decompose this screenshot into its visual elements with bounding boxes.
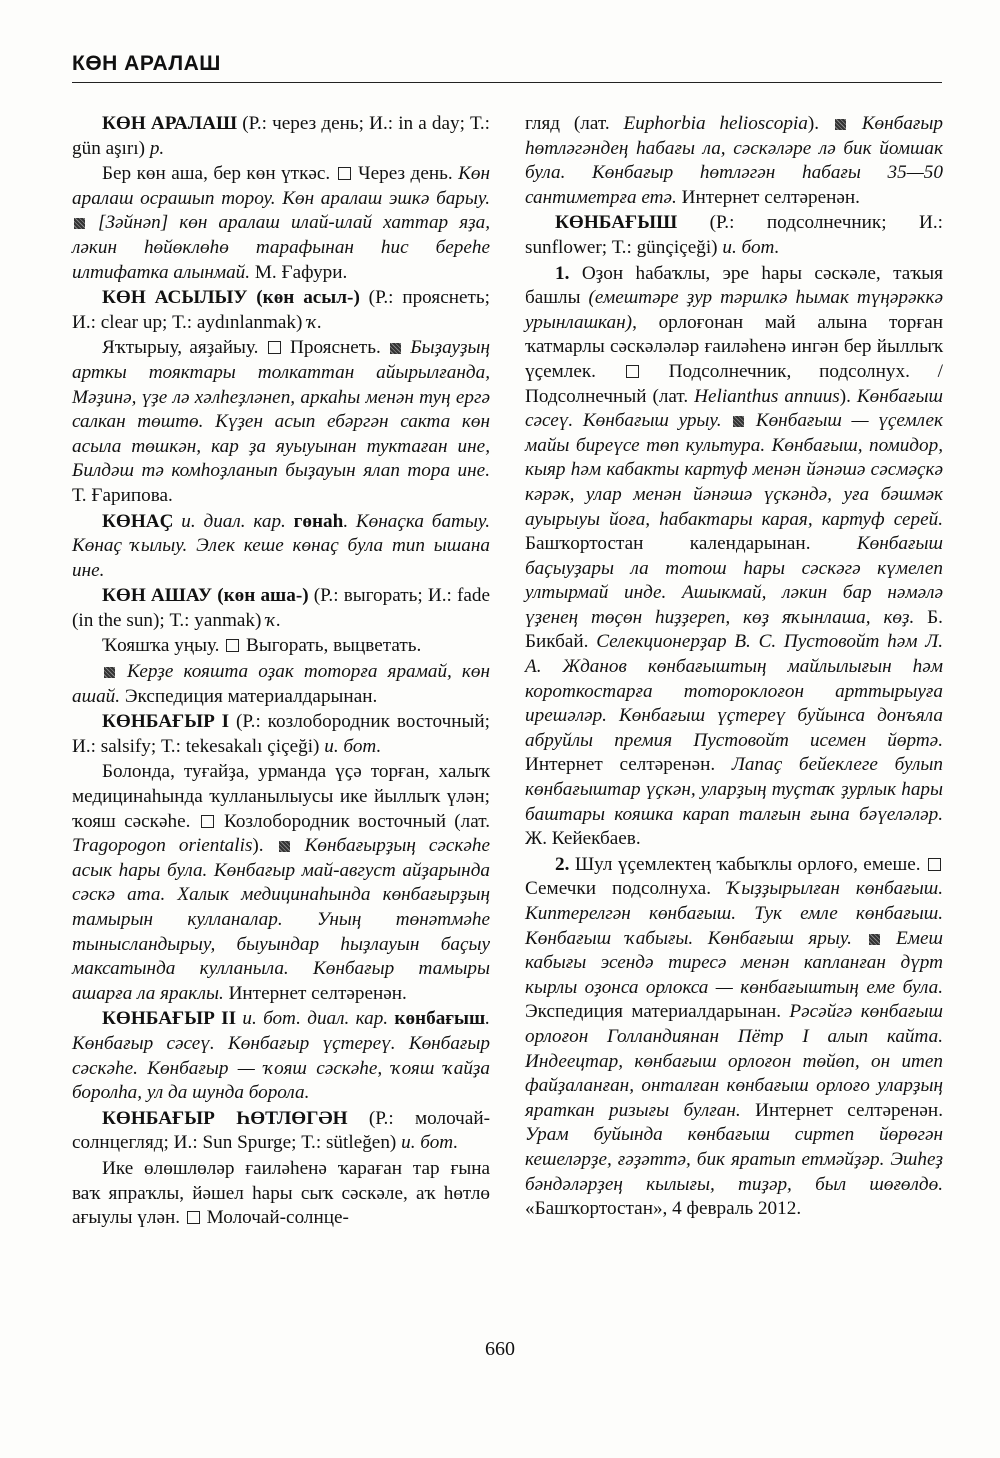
citation: Урам буйында көнбағыш сиртеп йөрөгән кешеләрҙе, ғәҙәттә, бик яратып етмәйҙәр. Эшһеҙ бәндәләрҙең кылығы, тиҙәр, был шөғөлдө.	[525, 1124, 943, 1195]
entry-konbagyr-2	[72, 1007, 490, 1105]
headword: КӨН АСЫЛЫУ (көн асыл-)	[102, 287, 360, 309]
headword: КӨН АРАЛАШ	[102, 113, 238, 134]
source: Интернет селтәренән.	[525, 754, 732, 776]
sense-2	[525, 853, 943, 1222]
latin-name: Helianthus annuus	[694, 385, 840, 407]
translation: Выгорать, выцветать.	[241, 635, 422, 657]
example-marker-icon	[104, 667, 115, 678]
translation: Семечки подсолнуха.	[525, 878, 727, 900]
source: «Башҡортостан», 4 февраль 2012.	[525, 1198, 802, 1220]
usage	[72, 336, 490, 508]
usage	[72, 660, 490, 709]
headword: КӨНБАҒЫР ҺӨТЛӨГӘН	[102, 1107, 348, 1129]
example-marker-icon	[74, 218, 85, 229]
citation: Көнбағыр һөтләгәндең һабағы ла, сәскәләре лә бик йомшак була. Көнбағыр һөтләгән һабағы 35—50 сантиметрға етә.	[525, 113, 943, 208]
cross-reference: көнбағыш	[394, 1008, 486, 1030]
entry-kon-aralash	[72, 112, 490, 161]
headword: КӨНАҪ	[102, 510, 174, 532]
source: Башҡортостан календарынан.	[525, 533, 857, 555]
source: Ж. Кейекбаев.	[525, 828, 641, 850]
definition: Оҙон һабаҡлы, эре һары сәскәле, таҡыя башлы	[525, 262, 943, 309]
entry-konbagysh	[525, 211, 943, 260]
citation: Рәсәйгә көнбағыш орлоғон Голландиянан Пётр I алып кайта. Индеецтар, көнбағыш орлоғон төйөп, он итеп файҙаланған, онталған көнбағыш орлоғо уларҙың яраткан ризығы булған.	[525, 1001, 943, 1121]
sense-1	[525, 262, 943, 852]
examples: Көнбағыш сәсеү. Көнбағыш урыу.	[525, 385, 943, 432]
source: Интернет селтәренән.	[223, 982, 407, 1004]
pos: и. бот.	[401, 1132, 459, 1154]
translation-marker-icon	[226, 639, 239, 652]
entry-konbagyr-1	[72, 710, 490, 759]
definition: Бер көн аша, бер көн үткәс.	[102, 163, 336, 185]
citation: [Зәйнәп] көн аралаш илай-илай хаттар яҙа, ләкин һөйөклөһө тарафынан һис береһе илтифатка алынмай.	[72, 212, 490, 283]
citation: Көнбағырҙың сәскәһе асык һары була. Көнбағыр май-август айҙарында сәскә ата. Халык медицинаһында көнбағырҙың тамырын кулланалар. Уның төнәтмәһе тынысландырыу, быуындар һыҙлауын баҫыу максатында кулланыла. Көнбағыр тамыры ашарға ла яраклы.	[72, 835, 491, 1004]
examples: Көн аралаш осрашып тороу. Көн аралаш эшкә барыу.	[72, 163, 490, 209]
entry-kon-ashau	[72, 584, 490, 633]
translation-marker-icon	[338, 167, 351, 180]
definition: Ике өлөшлөләр ғаиләһенә ҡараған тар ғына ваҡ япраҡлы, йәшел һары сыҡ сәскәле, аҡ һөтлө ағыулы үлән.	[72, 1157, 490, 1229]
definition-note: (емештәре ҙур тәрилкә һымак түңәрәккә урынлашкан)	[525, 287, 943, 333]
page-number: 660	[485, 1338, 515, 1360]
gloss: (Р.: козлобородник восточный; И.: salsify; Т.: tekesakalı çiçeği)	[72, 711, 490, 757]
pos: р.	[149, 137, 165, 159]
translation: Через день.	[352, 163, 459, 185]
translation: гляд (лат.	[525, 113, 624, 134]
source: Экспедиция материалдарынан.	[120, 685, 378, 707]
example-marker-icon	[279, 841, 290, 852]
right-column	[525, 112, 943, 1223]
translation: Прояснеть.	[282, 337, 389, 359]
translation: Подсолнечник, подсолнух. / Подсолнечный (лат.	[525, 360, 944, 407]
source: Экспедиция материалдарынан.	[525, 1001, 790, 1023]
sense-number: 1.	[555, 262, 570, 284]
left-column	[72, 112, 490, 1232]
headword: КӨНБАҒЫШ	[555, 212, 678, 234]
definition: Ҡояшҡа уңыу.	[102, 635, 225, 657]
example-marker-icon	[869, 934, 880, 945]
pos: и. бот. диал. кар.	[236, 1008, 395, 1030]
pos: и. бот.	[722, 236, 780, 258]
punctuation: ).	[252, 835, 277, 857]
usage	[72, 162, 490, 285]
entry-konbagyr-hotlogan	[72, 1107, 490, 1156]
definition: Яҡтырыу, аяҙайыу.	[102, 337, 266, 359]
translation-marker-icon	[268, 341, 281, 354]
examples: Ҡыҙҙырылған көнбағыш. Киптерелгән көнбағыш. Тук емле көнбағыш. Көнбағыш ҡабығы. Көнбағыш ярыу.	[525, 878, 943, 949]
translation-marker-icon	[201, 815, 214, 828]
latin-name: Euphorbia helioscopia	[623, 113, 808, 134]
example-marker-icon	[733, 416, 744, 427]
citation: Емеш кабығы эсендә тиресә менән капланған дүрт кырлы оҙонса орлокса — көнбағыштың еме була.	[525, 927, 943, 998]
pos: и. бот.	[324, 735, 382, 757]
pos: и. диал. кар.	[173, 510, 294, 532]
definition: Шул үҫемлектең ҡабыҡлы орлоғо, емеше.	[569, 853, 926, 875]
example-marker-icon	[835, 119, 846, 130]
cross-reference: гөнаһ	[293, 510, 344, 532]
gloss: (Р.: подсолнечник; И.: sunflower; Т.: günçiçeği)	[525, 212, 943, 258]
headword: КӨНБАҒЫР I	[102, 711, 230, 733]
headword: КӨН АШАУ (көн аша-)	[102, 585, 309, 607]
gloss: (Р.: выгорать; И.: fade (in the sun); Т.: yanmak)	[72, 585, 490, 631]
source: М. Ғафури.	[250, 261, 348, 283]
citation: Көнбағыш баҫыуҙары ла тотош һары сәскәгә күмелеп ултырмай инде. Ашыкмай, ләкин бар нәмәлә үҙенең төҫөн һиҙҙереп, көҙ яҡынлаша, көҙ.	[525, 533, 943, 628]
sense-number: 2.	[555, 853, 570, 875]
usage	[72, 760, 490, 1006]
source: Интернет селтәренән.	[676, 186, 860, 208]
gloss: (Р.: прояснеть; И.: clear up; Т.: aydınlanmak)	[72, 287, 490, 333]
usage	[72, 634, 490, 659]
gloss: (Р.: через день; И.: in a day; Т.: gün aşırı)	[72, 113, 490, 159]
pos: ҡ.	[307, 311, 323, 333]
source: Б. Бикбай.	[525, 606, 943, 653]
gloss: (Р.: молочай-солнцегляд; И.: Sun Spurge; Т.: sütleğen)	[72, 1107, 490, 1154]
punctuation: ).	[839, 385, 857, 407]
entry-kon-asylyu	[72, 286, 490, 335]
citation: Керҙе кояшта оҙак тоторға ярамай, көн ашай.	[72, 661, 490, 707]
example-marker-icon	[390, 343, 401, 354]
citation: Көнбағыш — үҫемлек майы биреүсе төп культура. Көнбағыш, помидор, кыяр һәм кабакты картуф менән йәнәшә сәсмәҫкә кәрәк, улар менән йәнәшә үҫкәндә, уға бәшмәк ауырыуы йоға, һабактары карая, картуф серей.	[525, 410, 943, 530]
entry-konas	[72, 510, 490, 584]
translation-marker-icon	[187, 1211, 200, 1224]
pos: ҡ.	[266, 609, 282, 631]
definition: Болонда, туғайҙа, урманда үҫә торған, халыҡ медицинаһында ҡулланылыусы ике йыллыҡ үлән; ҡояш сәскәһе.	[72, 761, 490, 832]
punctuation: ).	[807, 113, 833, 134]
citation: Селекционерҙар В. С. Пустовойт һәм Л. А. Жданов көнбағыштың майлылығын һәм короткостарға тотороклоғон арттырыуға ирешәләр. Көнбағыш үҫтереү буйынса донъяла абруйлы премия Пустовойт исемен йөртә.	[525, 631, 943, 751]
usage	[72, 1157, 490, 1231]
usage-continued	[525, 112, 943, 210]
source: Т. Ғарипова.	[72, 484, 173, 506]
citation: Быҙауҙың арткы тояктары толкаттан айырылғанда, Мәҙинә, үҙе лә хәлһеҙләнеп, аркаһы менән туң ергә салкан төштө. Күҙен асып ебәргән сакта көн асыла төшкән, кар ҙа яуыуынан туктаған ине, Билдәш тә комһоҙланып быҙауын ялап тора ине.	[72, 337, 490, 482]
running-header: КӨН АРАЛАШ	[72, 52, 942, 83]
translation: Козлобородник восточный (лат.	[215, 810, 490, 832]
examples: . Көнбағыр сәсеү. Көнбағыр үҫтереү. Көнбағыр сәскәһе. Көнбағыр — ҡояш сәскәһе, ҡояш ҡайҙа боролһа, ул да шунда борола.	[72, 1008, 490, 1104]
translation: Молочай-солнце-	[201, 1207, 349, 1229]
latin-name: Tragopogon orientalis	[72, 835, 253, 857]
citation: Лапаҫ бейеклеге булып көнбағыштар үҫкән, уларҙың туҫтаҡ ҙурлык һары баштары кояшка карап талғын ғына бәүеләләр.	[525, 754, 943, 825]
translation-marker-icon	[626, 365, 639, 378]
headword: КӨНБАҒЫР II	[102, 1008, 237, 1030]
translation-marker-icon	[928, 858, 941, 871]
definition: , орлоғонан май алына торған ҡатмарлы сәскәләләр ғаиләһенә ингән бер йыллыҡ үҫемлек.	[525, 311, 943, 382]
examples: . Көнаҫка батыу. Көнаҫ ҡылыу. Элек кеше көнаҫ була тип ышана ине.	[72, 510, 490, 581]
source: Интернет селтәренән.	[740, 1099, 943, 1121]
